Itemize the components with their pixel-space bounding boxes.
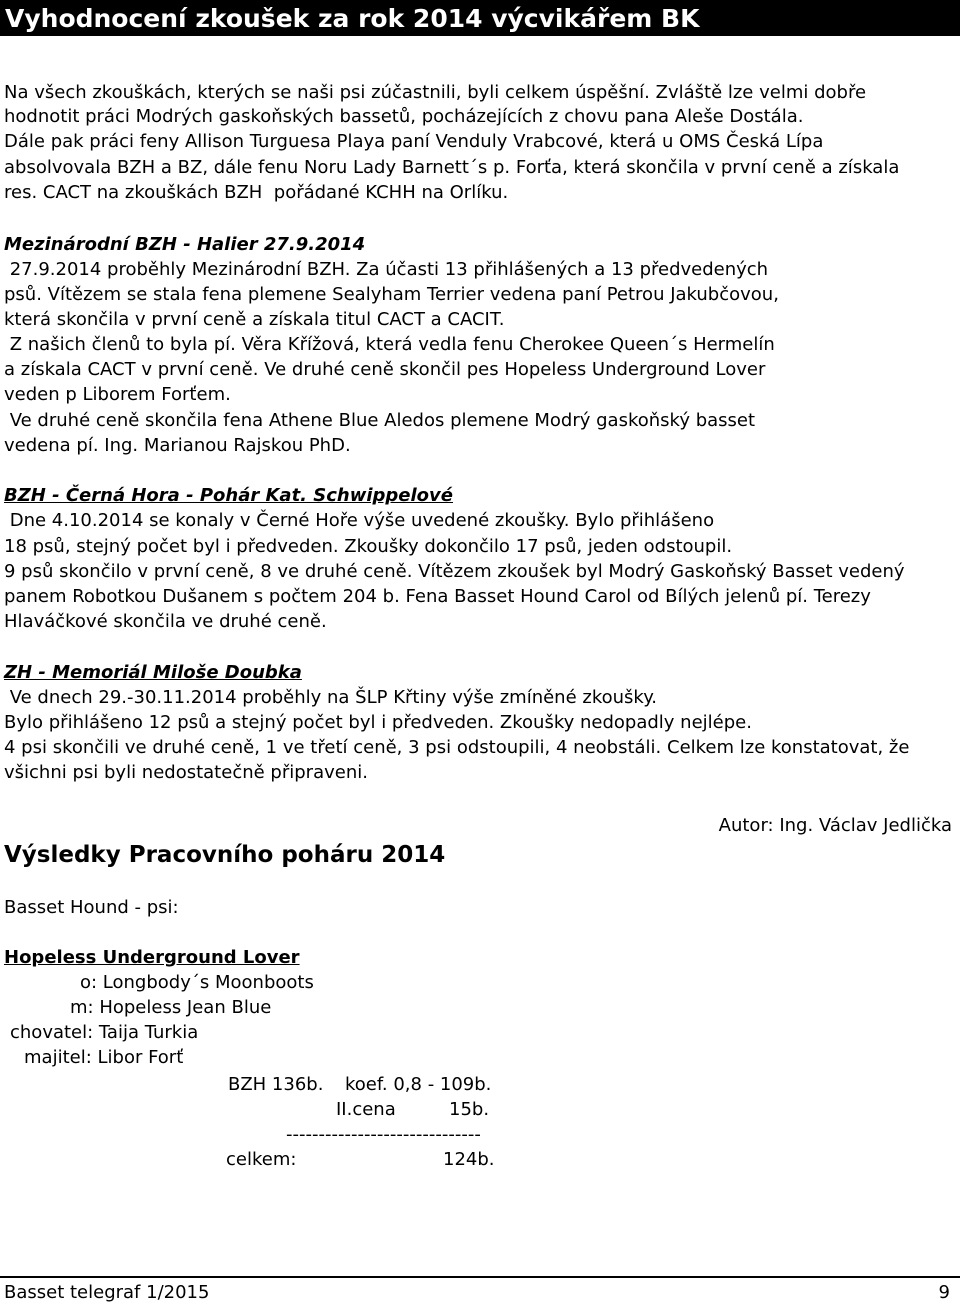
bzh-score: BZH 136b.: [228, 1074, 324, 1095]
coefficient-score: koef. 0,8 - 109b.: [345, 1074, 492, 1095]
paragraph-line: Bylo přihlášeno 12 psů a stejný počet byl i předveden. Zkoušky nedopadly nejlépe.: [4, 712, 752, 733]
prize-label: II.cena: [336, 1099, 396, 1120]
paragraph-line: 9 psů skončilo v první ceně, 8 ve druhé ceně. Vítězem zkoušek byl Modrý Gaskoňský Basset vedený: [4, 561, 905, 582]
paragraph-line: vedena pí. Ing. Marianou Rajskou PhD.: [4, 435, 351, 456]
prize-points: 15b.: [449, 1099, 490, 1120]
intro-line: Na všech zkouškách, kterých se naši psi zúčastnili, byli celkem úspěšní. Zvláště lze velmi dobře: [4, 82, 867, 103]
paragraph-line: Z našich členů to byla pí. Věra Křížová, která vedla fenu Cherokee Queen´s Hermelín: [4, 334, 775, 355]
intro-line: Dále pak práci feny Allison Turguesa Playa paní Venduly Vrabcové, která u OMS Česká Lípa: [4, 131, 824, 152]
results-heading: Výsledky Pracovního poháru 2014: [4, 842, 446, 868]
page-number: 9: [938, 1282, 950, 1303]
dam-line: m: Hopeless Jean Blue: [70, 997, 272, 1018]
sire-line: o: Longbody´s Moonboots: [80, 972, 314, 993]
header-bar: [0, 0, 960, 36]
paragraph-line: Dne 4.10.2014 se konaly v Černé Hoře výše uvedené zkoušky. Bylo přihlášeno: [4, 510, 715, 531]
paragraph-line: všichni psi byli nedostatečně připraveni.: [4, 762, 368, 783]
paragraph-line: Ve dnech 29.-30.11.2014 proběhly na ŠLP Křtiny výše zmíněné zkoušky.: [4, 687, 658, 708]
page-title: Vyhodnocení zkoušek za rok 2014 výcvikářem BK: [5, 4, 700, 33]
section-heading-memorial: ZH - Memoriál Miloše Doubka: [4, 662, 302, 683]
results-category: Basset Hound - psi:: [4, 897, 179, 918]
author-credit: Autor: Ing. Václav Jedlička: [718, 815, 952, 836]
paragraph-line: která skončila v první ceně a získala titul CACT a CACIT.: [4, 309, 505, 330]
intro-line: absolvovala BZH a BZ, dále fenu Noru Lady Barnett´s p. Forťa, která skončila v první ceně a získala: [4, 157, 900, 178]
paragraph-line: veden p Liborem Forťem.: [4, 384, 231, 405]
breeder-line: chovatel: Taija Turkia: [10, 1022, 199, 1043]
total-label: celkem:: [226, 1149, 297, 1170]
paragraph-line: panem Robotkou Dušanem s počtem 204 b. Fena Basset Hound Carol od Bílých jelenů pí. Terezy: [4, 586, 871, 607]
paragraph-line: Ve druhé ceně skončila fena Athene Blue Aledos plemene Modrý gaskoňský basset: [4, 410, 756, 431]
intro-line: hodnotit práci Modrých gaskoňských bassetů, pocházejících z chovu pana Aleše Dostála.: [4, 106, 804, 127]
total-points: 124b.: [443, 1149, 495, 1170]
paragraph-line: psů. Vítězem se stala fena plemene Sealyham Terrier vedena paní Petrou Jakubčovou,: [4, 284, 779, 305]
intro-line: res. CACT na zkouškách BZH pořádané KCHH na Orlíku.: [4, 182, 509, 203]
owner-line: majitel: Libor Forť: [24, 1047, 184, 1068]
footer-divider: [0, 1276, 960, 1278]
paragraph-line: 18 psů, stejný počet byl i předveden. Zkoušky dokončilo 17 psů, jeden odstoupil.: [4, 536, 733, 557]
dog-name: Hopeless Underground Lover: [4, 947, 300, 968]
score-separator: ------------------------------: [286, 1124, 481, 1145]
footer-publication: Basset telegraf 1/2015: [4, 1282, 210, 1303]
section-heading-halier: Mezinárodní BZH - Halier 27.9.2014: [4, 234, 366, 255]
paragraph-line: 4 psi skončili ve druhé ceně, 1 ve třetí ceně, 3 psi odstoupili, 4 neobstáli. Celkem lze konstatovat, že: [4, 737, 910, 758]
paragraph-line: Hlaváčkové skončila ve druhé ceně.: [4, 611, 327, 632]
paragraph-line: a získala CACT v první ceně. Ve druhé ceně skončil pes Hopeless Underground Lover: [4, 359, 766, 380]
paragraph-line: 27.9.2014 proběhly Mezinárodní BZH. Za účasti 13 přihlášených a 13 předvedených: [4, 259, 769, 280]
section-heading-cerna-hora: BZH - Černá Hora - Pohár Kat. Schwippelové: [4, 485, 453, 506]
